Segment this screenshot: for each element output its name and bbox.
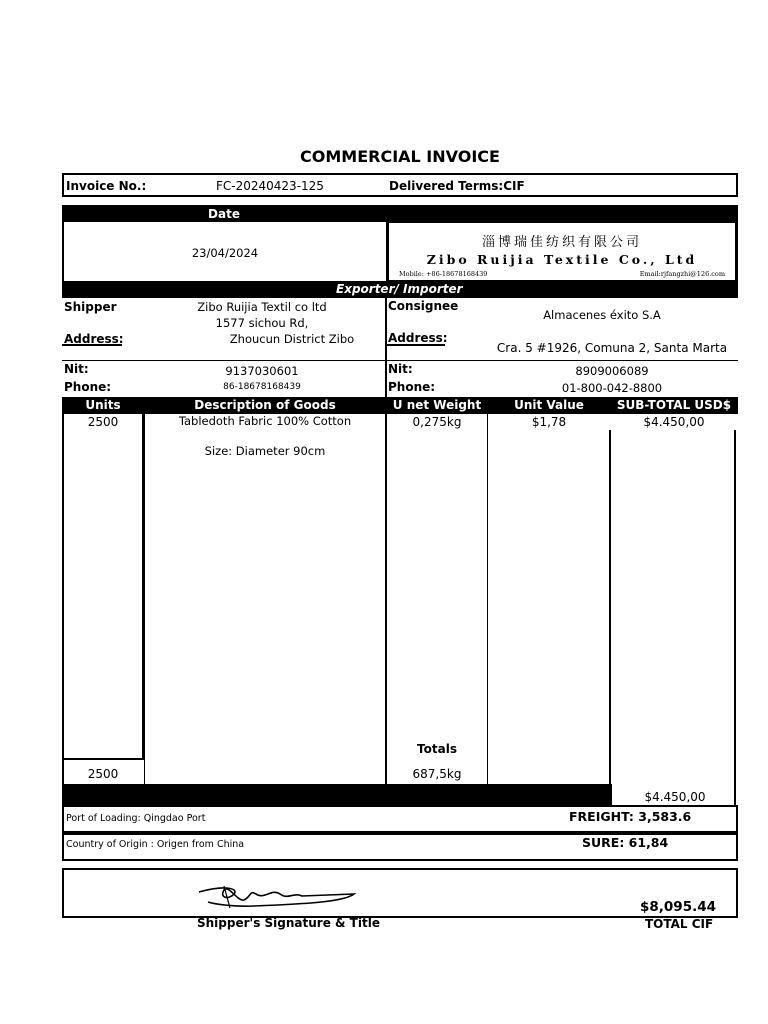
shipper-label: Shipper — [64, 300, 117, 314]
logo-email: Email:rjfangzhi@126.com — [639, 270, 725, 278]
header-subtotal: SUB-TOTAL USD$ — [616, 398, 732, 412]
parties-section — [62, 298, 738, 397]
header-weight: U net Weight — [392, 398, 482, 412]
consignee-name: Almacenes éxito S.A — [543, 308, 661, 322]
shipper-address-line1: 1577 sichou Rd, — [215, 316, 309, 330]
consignee-phone-value: 01-800-042-8800 — [561, 381, 663, 395]
consignee-nit-label: Nit: — [388, 362, 413, 376]
shipper-address-line2: Zhoucun District Zibo — [229, 332, 355, 346]
header-description: Description of Goods — [194, 398, 336, 412]
consignee-address-label: Address: — [388, 331, 448, 345]
exporter-importer-header: Exporter/ Importer — [62, 281, 738, 298]
total-subtotal: $4.450,00 — [644, 790, 706, 804]
shipper-name: Zibo Ruijia Textil co ltd — [197, 300, 327, 314]
logo-chinese-name: 淄博瑞佳纺织有限公司 — [481, 235, 642, 250]
country-of-origin: Country of Origin : Origen from China — [66, 839, 245, 850]
shipper-address-label: Address: — [64, 332, 124, 346]
invoice-number-value: FC-20240423-125 — [216, 179, 324, 193]
row-description-size: Size: Diameter 90cm — [204, 444, 326, 458]
total-units: 2500 — [87, 767, 119, 781]
invoice-number-row — [62, 173, 738, 197]
date-block — [62, 205, 738, 283]
signature-box — [62, 868, 738, 918]
freight-value: FREIGHT: 3,583.6 — [569, 809, 692, 824]
goods-table-header — [62, 397, 738, 414]
logo-english-name: Zibo Ruijia Textile Co., Ltd — [426, 252, 698, 267]
consignee-nit-value: 8909006089 — [575, 364, 649, 378]
delivered-terms: Delivered Terms:CIF — [389, 179, 525, 193]
signature-caption: Shipper's Signature & Title — [197, 916, 380, 930]
goods-table-body — [62, 414, 738, 784]
row-weight: 0,275kg — [412, 415, 462, 429]
shipper-signature — [194, 880, 364, 912]
date-value: 23/04/2024 — [191, 246, 259, 260]
total-weight: 687,5kg — [412, 767, 462, 781]
date-label: Date — [208, 207, 240, 221]
date-cell — [64, 222, 386, 281]
country-of-origin-row — [62, 833, 738, 861]
shipper-nit-value: 9137030601 — [225, 364, 299, 378]
consignee-address-value: Cra. 5 #1926, Comuna 2, Santa Marta — [496, 341, 728, 355]
header-units: Units — [85, 398, 121, 412]
header-unit-value: Unit Value — [514, 398, 584, 412]
invoice-number-label: Invoice No.: — [66, 179, 147, 193]
table-footer-bar — [62, 784, 612, 806]
total-cif-value: $8,095.44 — [640, 899, 717, 915]
shipper-phone-label: Phone: — [64, 380, 112, 394]
row-subtotal: $4.450,00 — [643, 415, 705, 429]
total-cif-label: TOTAL CIF — [645, 917, 714, 931]
consignee-phone-label: Phone: — [388, 380, 436, 394]
port-of-loading: Port of Loading: Qingdao Port — [66, 813, 206, 824]
logo-mobile: Mobile: +86-18678168439 — [399, 270, 488, 278]
page-title: COMMERCIAL INVOICE — [300, 147, 500, 166]
port-of-loading-row — [62, 805, 738, 833]
row-description: Tabledoth Fabric 100% Cotton — [178, 414, 352, 428]
totals-label: Totals — [417, 742, 457, 756]
shipper-phone-value: 86-18678168439 — [223, 382, 301, 392]
insurance-value: SURE: 61,84 — [582, 835, 669, 850]
shipper-nit-label: Nit: — [64, 362, 89, 376]
company-logo — [388, 222, 736, 281]
row-units: 2500 — [87, 415, 119, 429]
row-unit-value: $1,78 — [531, 415, 567, 429]
consignee-label: Consignee — [388, 299, 459, 313]
